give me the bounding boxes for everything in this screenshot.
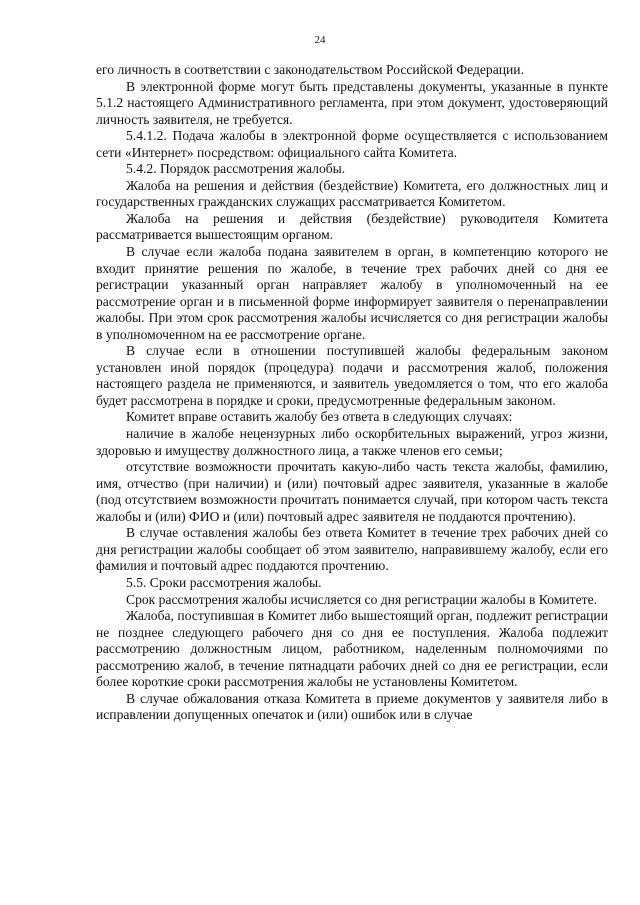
paragraph-continuation: его личность в соответствии с законодательством Российской Федерации. <box>96 62 524 77</box>
document-body <box>96 62 608 724</box>
paragraph-refusal-appeal: В случае обжалования отказа Комитета в приеме документов у заявителя либо в исправлении допущенных опечаток и (или) ошибок или в случае <box>96 690 608 723</box>
paragraph-committee-review: Жалоба на решения и действия (бездействие) Комитета, его должностных лиц и государственных гражданских служащих рассматривается Комитетом. <box>96 177 608 210</box>
paragraph-registration-term: Жалоба, поступившая в Комитет либо вышестоящий орган, подлежит регистрации не позднее следующего рабочего дня со дня ее поступления. Жалоба подлежит рассмотрению должностным лицом, работником, наделенным полномочиями по рассмотрению жалоб, в течение пятнадцати рабочих дней со дня ее регистрации, если более короткие сроки рассмотрения жалобы не установлены Комитетом. <box>96 608 608 690</box>
paragraph-5-5-heading: 5.5. Сроки рассмотрения жалобы. <box>126 574 322 590</box>
paragraph-notify-applicant: В случае оставления жалобы без ответа Комитет в течение трех рабочих дней со дня регистрации жалобы сообщает об этом заявителю, направившему жалобу, если его фамилия и почтовый адрес поддаются прочтению. <box>96 525 608 574</box>
paragraph-federal-law: В случае если в отношении поступившей жалобы федеральным законом установлен иной порядок (процедура) подачи и рассмотрения жалоб, положения настоящего раздела не применяются, и заявитель уведомляется о том, что его жалоба будет рассмотрена в порядке и сроки, предусмотренные федеральным законом. <box>96 343 608 408</box>
paragraph-redirect: В случае если жалоба подана заявителем в орган, в компетенцию которого не входит принятие решения по жалобе, в течение трех рабочих дней со дня ее регистрации указанный орган направляет жалобу в уполномоченный на ее рассмотрение орган и в письменной форме информирует заявителя о перенаправлении жалобы. При этом срок рассмотрения жалобы исчисляется со дня регистрации жалобы в уполномоченном на ее рассмотрение органе. <box>96 244 608 342</box>
paragraph-head-review: Жалоба на решения и действия (бездействие) руководителя Комитета рассматривается вышестоящим органом. <box>96 210 608 243</box>
paragraph-term-start: Срок рассмотрения жалобы исчисляется со дня регистрации жалобы в Комитете. <box>126 591 598 607</box>
paragraph-5-4-2-heading: 5.4.2. Порядок рассмотрения жалобы. <box>126 161 346 177</box>
paragraph-electronic-documents: В электронной форме могут быть представлены документы, указанные в пункте 5.1.2 настоящего Административного регламента, при этом документ, удостоверяющий личность заявителя, не требуется. <box>96 78 608 127</box>
paragraph-5-4-1-2: 5.4.1.2. Подача жалобы в электронной форме осуществляется с использованием сети «Интернет» посредством: официального сайта Комитета. <box>96 128 608 160</box>
page-number: 24 <box>314 34 326 46</box>
paragraph-unreadable: отсутствие возможности прочитать какую-либо часть текста жалобы, фамилию, имя, отчество (при наличии) и (или) почтовый адрес заявителя, указанные в жалобе (под отсутствием возможности прочитать понимается случай, при котором часть текста жалобы и (или) ФИО и (или) почтовый адрес заявителя не поддаются прочтению). <box>96 459 608 524</box>
paragraph-obscene-language: наличие в жалобе нецензурных либо оскорбительных выражений, угроз жизни, здоровью и имуществу должностного лица, а также членов его семьи; <box>96 426 608 458</box>
paragraph-no-answer-cases: Комитет вправе оставить жалобу без ответа в следующих случаях: <box>126 409 513 425</box>
